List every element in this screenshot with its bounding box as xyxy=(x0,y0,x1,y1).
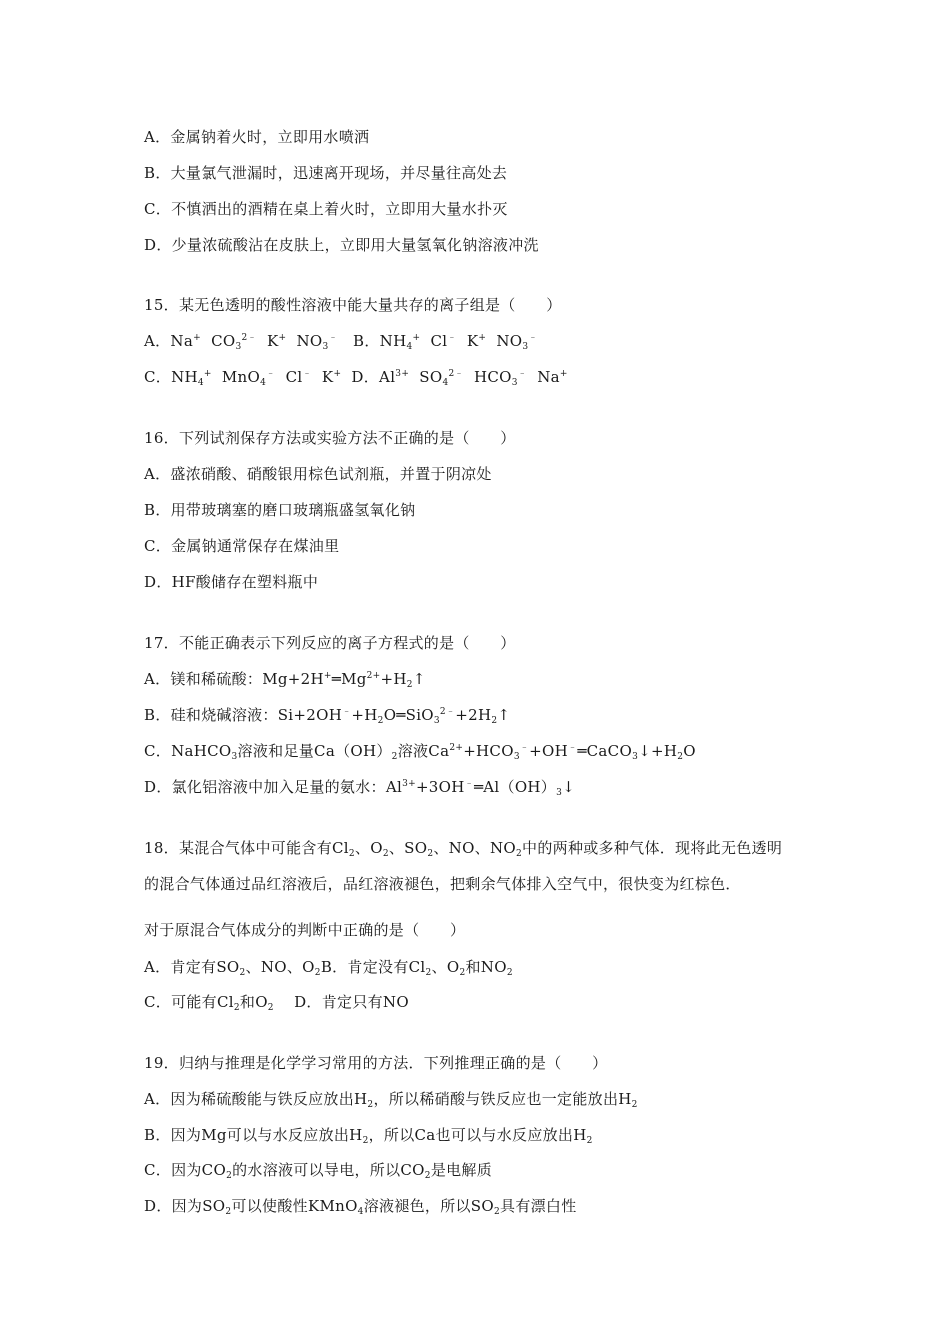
text-run: C．可能有Cl xyxy=(144,993,234,1011)
subscript: 2 xyxy=(406,680,413,690)
text-line xyxy=(144,1089,638,1109)
text-run: 溶液褪色，所以SO xyxy=(363,1197,494,1215)
text-run: NO xyxy=(486,332,523,350)
text-run: ，所以稀硝酸与铁反应也一定能放出H xyxy=(373,1090,632,1108)
superscript: + xyxy=(193,333,201,343)
subscript: 4 xyxy=(260,378,267,388)
text-run: C．不慎洒出的酒精在桌上着火时，立即用大量水扑灭 xyxy=(144,200,508,218)
text-run: 溶液和足量Ca（OH） xyxy=(237,742,392,760)
text-run: C．NaHCO xyxy=(144,742,232,760)
superscript: + xyxy=(559,369,568,379)
text-line xyxy=(144,777,575,797)
text-run: +HCO xyxy=(463,742,514,760)
text-line xyxy=(144,367,568,387)
text-run: ═Mg xyxy=(331,670,367,688)
text-run: 、O xyxy=(431,958,460,976)
superscript: ﹣ xyxy=(568,743,578,753)
text-run: HCO xyxy=(463,368,512,386)
subscript: 2 xyxy=(367,1100,374,1110)
text-line xyxy=(144,633,516,653)
text-run: +3OH xyxy=(415,778,465,796)
text-line xyxy=(144,331,538,351)
subscript: 2 xyxy=(382,849,389,859)
text-run: 、O xyxy=(354,839,383,857)
subscript: 2 xyxy=(225,1207,232,1217)
text-run: NO xyxy=(286,332,323,350)
text-line xyxy=(144,705,510,725)
superscript: + xyxy=(203,369,212,379)
text-run: O═SiO xyxy=(383,706,434,724)
text-run: D．HF酸储存在塑料瓶中 xyxy=(144,573,319,591)
text-run: +H xyxy=(380,670,407,688)
text-line xyxy=(144,536,339,556)
text-run: B．硅和烧碱溶液：Si+2OH xyxy=(144,706,343,724)
text-line xyxy=(144,920,465,940)
text-run: 溶液Ca xyxy=(397,742,450,760)
text-run: B．大量氯气泄漏时，迅速离开现场，并尽量往高处去 xyxy=(144,164,508,182)
text-run: C．NH xyxy=(144,368,198,386)
superscript: + xyxy=(278,333,287,343)
text-run: Cl xyxy=(275,368,303,386)
subscript: 4 xyxy=(357,1207,364,1217)
subscript: 3 xyxy=(522,342,529,352)
text-line xyxy=(144,992,409,1012)
text-run: 16．下列试剂保存方法或实验方法不正确的是（ ） xyxy=(144,429,516,447)
text-run: +OH xyxy=(529,742,569,760)
text-run: O xyxy=(683,742,696,760)
text-run: Na xyxy=(527,368,560,386)
text-line xyxy=(144,1196,577,1216)
text-line xyxy=(144,295,562,315)
text-run: ═Al（OH） xyxy=(473,778,557,796)
text-line xyxy=(144,464,492,484)
text-run: B．用带玻璃塞的磨口玻璃瓶盛氢氧化钠 xyxy=(144,501,416,519)
subscript: 3 xyxy=(231,752,238,762)
text-run: ，所以Ca也可以与水反应放出H xyxy=(368,1126,587,1144)
subscript: 2 xyxy=(516,849,523,859)
text-run: ↓ xyxy=(562,778,575,796)
subscript: 2 xyxy=(362,1136,369,1146)
text-line xyxy=(144,741,696,761)
text-run: D．Al xyxy=(341,368,396,386)
superscript: + xyxy=(323,671,332,681)
text-run: 、NO、NO xyxy=(433,839,517,857)
superscript: 2﹣ xyxy=(241,333,257,343)
text-run: B．肯定没有Cl xyxy=(320,958,426,976)
text-run: D．少量浓硫酸沾在皮肤上，立即用大量氢氧化钠溶液冲洗 xyxy=(144,236,539,254)
text-run: 、SO xyxy=(388,839,428,857)
text-run: 可以使酸性KMnO xyxy=(231,1197,358,1215)
text-run: MnO xyxy=(211,368,261,386)
text-run: A．肯定有SO xyxy=(144,958,240,976)
text-run: K xyxy=(256,332,279,350)
subscript: 2 xyxy=(424,1171,431,1181)
subscript: 2 xyxy=(586,1136,593,1146)
text-line xyxy=(144,669,426,689)
subscript: 3 xyxy=(235,342,242,352)
text-run: A．盛浓硝酸、硝酸银用棕色试剂瓶，并置于阴凉处 xyxy=(144,465,492,483)
subscript: 3 xyxy=(511,378,518,388)
text-run: B．NH xyxy=(337,332,407,350)
text-line xyxy=(144,428,516,448)
subscript: 2 xyxy=(377,716,384,726)
text-run: A．因为稀硫酸能与铁反应放出H xyxy=(144,1090,368,1108)
superscript: ﹣ xyxy=(328,333,338,343)
subscript: 2 xyxy=(506,968,513,978)
superscript: 2+ xyxy=(449,743,464,753)
text-run: 中的两种或多种气体．现将此无色透明 xyxy=(522,839,783,857)
subscript: 3 xyxy=(556,788,563,798)
subscript: 2 xyxy=(391,752,398,762)
text-run: 19．归纳与推理是化学学习常用的方法．下列推理正确的是（ ） xyxy=(144,1054,608,1072)
subscript: 2 xyxy=(427,849,434,859)
subscript: 3 xyxy=(322,342,329,352)
subscript: 2 xyxy=(226,1171,233,1181)
text-run: 18．某混合气体中可能含有Cl xyxy=(144,839,349,857)
subscript: 2 xyxy=(314,968,321,978)
text-run: 对于原混合气体成分的判断中正确的是（ ） xyxy=(144,921,466,939)
text-run: B．因为Mg可以与水反应放出H xyxy=(144,1126,363,1144)
superscript: ﹣ xyxy=(342,707,352,717)
text-run: 、NO、O xyxy=(245,958,315,976)
subscript: 2 xyxy=(491,716,498,726)
text-line xyxy=(144,1053,607,1073)
text-run: 17．不能正确表示下列反应的离子方程式的是（ ） xyxy=(144,634,516,652)
superscript: ﹣ xyxy=(519,743,530,753)
text-line xyxy=(144,1125,593,1145)
superscript: + xyxy=(478,333,487,343)
text-run: A．金属钠着火时，立即用水喷洒 xyxy=(144,128,370,146)
text-run: D．因为SO xyxy=(144,1197,226,1215)
text-run: A．Na xyxy=(144,332,194,350)
text-line xyxy=(144,127,369,147)
text-run: D．氯化铝溶液中加入足量的氨水：Al xyxy=(144,778,403,796)
subscript: 3 xyxy=(513,752,520,762)
text-run: Cl xyxy=(420,332,448,350)
subscript: 2 xyxy=(425,968,432,978)
text-run: ═CaCO xyxy=(577,742,633,760)
superscript: 3+ xyxy=(395,369,410,379)
text-run: K xyxy=(456,332,479,350)
subscript: 2 xyxy=(493,1207,501,1217)
text-run: 是电解质 xyxy=(430,1161,493,1179)
text-run: 和NO xyxy=(465,958,507,976)
subscript: 3 xyxy=(433,716,440,726)
text-line xyxy=(144,500,415,520)
text-run: +2H xyxy=(455,706,492,724)
text-line xyxy=(144,874,741,894)
text-run: +H xyxy=(351,706,378,724)
text-run: A．镁和稀硫酸：Mg+2H xyxy=(144,670,324,688)
text-run: 具有漂白性 xyxy=(500,1197,577,1215)
superscript: 2+ xyxy=(366,671,381,681)
superscript: 3+ xyxy=(402,779,416,789)
subscript: 3 xyxy=(632,752,639,762)
text-run: ↓+H xyxy=(638,742,678,760)
text-run: ↑ xyxy=(412,670,426,688)
subscript: 2 xyxy=(348,849,355,859)
text-line xyxy=(144,199,508,219)
text-line xyxy=(144,572,318,592)
text-run: 和O xyxy=(239,993,268,1011)
subscript: 2 xyxy=(631,1100,638,1110)
superscript: ﹣ xyxy=(302,369,312,379)
subscript: 2 xyxy=(233,1003,240,1013)
superscript: 2﹣ xyxy=(439,707,456,717)
superscript: ﹣ xyxy=(447,333,457,343)
subscript: 4 xyxy=(442,378,449,388)
text-run: C．因为CO xyxy=(144,1161,227,1179)
text-run: ↑ xyxy=(497,706,511,724)
subscript: 2 xyxy=(267,1003,274,1013)
subscript: 4 xyxy=(197,378,204,388)
superscript: ﹣ xyxy=(464,779,474,789)
superscript: ﹣ xyxy=(517,369,528,379)
text-line xyxy=(144,163,507,183)
subscript: 2 xyxy=(459,968,466,978)
subscript: 2 xyxy=(677,752,684,762)
superscript: 2﹣ xyxy=(448,369,464,379)
superscript: + xyxy=(333,369,342,379)
text-run: 的混合气体通过品红溶液后，品红溶液褪色，把剩余气体排入空气中，很快变为红棕色． xyxy=(144,875,741,893)
text-run: C．金属钠通常保存在煤油里 xyxy=(144,537,340,555)
subscript: 4 xyxy=(406,342,413,352)
text-run: D．肯定只有NO xyxy=(273,993,409,1011)
text-line xyxy=(144,957,513,977)
text-line xyxy=(144,1160,492,1180)
superscript: + xyxy=(412,333,421,343)
subscript: 2 xyxy=(239,968,246,978)
text-run: K xyxy=(311,368,334,386)
superscript: ﹣ xyxy=(528,333,538,343)
text-run: 的水溶液可以导电，所以CO xyxy=(232,1161,425,1179)
text-run: SO xyxy=(409,368,443,386)
text-run: 15．某无色透明的酸性溶液中能大量共存的离子组是（ ） xyxy=(144,296,562,314)
text-line xyxy=(144,235,539,255)
text-line xyxy=(144,838,782,858)
superscript: ﹣ xyxy=(266,369,276,379)
text-run: CO xyxy=(200,332,236,350)
